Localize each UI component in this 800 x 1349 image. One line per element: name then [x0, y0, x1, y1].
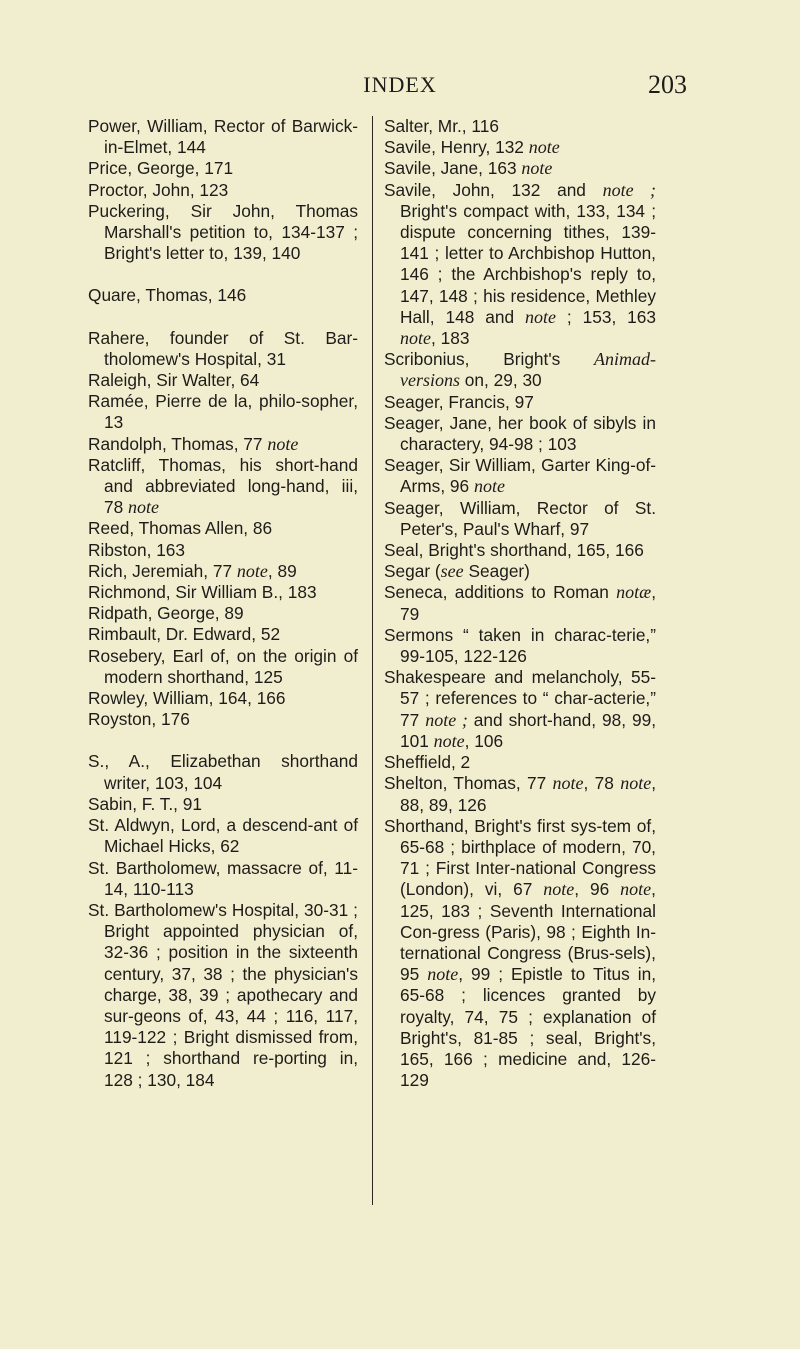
index-entry-text: St. Bartholomew, massacre of, 11-14, 110-113 — [88, 857, 358, 899]
index-entry-text: Rosebery, Earl of, on the origin of modern shorthand, 125 — [88, 645, 358, 687]
index-entry-text: , 79 — [400, 582, 656, 624]
index-entry — [384, 116, 656, 137]
index-entry-italic: note — [620, 773, 652, 794]
index-entry — [88, 688, 358, 709]
index-entry-text: Royston, 176 — [88, 709, 190, 730]
index-entry — [384, 773, 656, 815]
index-entry-text: St. Bartholomew's Hospital, 30-31 ; Bright appointed physician of, 32-36 ; position in the sixteenth century, 37, 38 ; the physician's charge, 38, 39 ; apothecary and sur-geons of, 43, 44 ; 116, 117, 119-122 ; Bright dismissed from, 121 ; shorthand re-porting in, 128 ; 130, 184 — [88, 899, 358, 1090]
page-title: INDEX — [363, 72, 437, 97]
index-entry-text: Raleigh, Sir Walter, 64 — [88, 370, 260, 391]
index-entry — [88, 116, 358, 158]
index-entry-text: Seager, William, Rector of St. Peter's, Paul's Wharf, 97 — [384, 497, 656, 539]
index-entry-italic: note — [236, 560, 268, 581]
index-entry-text: Shorthand, Bright's first sys-tem of, 65-68 ; birthplace of modern, 70, 71 ; First Inter-national Congress (London), vi, 67 — [384, 815, 656, 900]
page-header — [0, 66, 800, 106]
index-entry-italic: notæ — [616, 582, 652, 603]
index-entry-text: Proctor, John, 123 — [88, 179, 229, 200]
index-entry — [88, 646, 358, 688]
index-entry-text: , 183 — [431, 328, 470, 349]
index-entry — [384, 667, 656, 752]
index-entry-text: Seager, Francis, 97 — [384, 391, 534, 412]
index-entry-text: , 78 — [583, 773, 621, 794]
index-entry — [88, 158, 358, 179]
index-entry-text: Ribston, 163 — [88, 539, 186, 560]
index-entry-text: Seal, Bright's shorthand, 165, 166 — [384, 540, 644, 561]
index-entry-text: Ratcliff, Thomas, his short-hand and abbreviated long-hand, iii, 78 — [88, 454, 358, 518]
index-entry — [88, 285, 358, 306]
index-entry-text: Randolph, Thomas, 77 — [88, 433, 268, 454]
index-entry — [384, 349, 656, 391]
index-entry-italic: see — [440, 561, 464, 582]
index-entry-text: Sabin, F. T., 91 — [88, 793, 202, 814]
index-entry-text: Savile, John, 132 and — [384, 179, 603, 200]
index-entry-italic: note — [427, 964, 459, 985]
index-entry-text: Bright's compact with, 133, 134 ; dispute concerning tithes, 139-141 ; letter to Archbishop Hutton, 146 ; the Archbishop's reply to, 147, 148 ; his residence, Methley Hall, 148 and — [400, 200, 656, 327]
index-entry-text: Ramée, Pierre de la, philo-sopher, 13 — [88, 391, 358, 433]
index-entry-text: Price, George, 171 — [88, 158, 234, 179]
index-entry-text: Power, William, Rector of Barwick-in-Elmet, 144 — [88, 116, 358, 158]
index-entry — [88, 180, 358, 201]
index-column-left — [88, 116, 358, 1091]
index-entry-italic: note — [521, 158, 553, 179]
index-entry-italic: note — [433, 730, 465, 751]
index-entry-text: S., A., Elizabethan shorthand writer, 103, 104 — [88, 751, 358, 793]
index-entry — [88, 794, 358, 815]
index-entry — [88, 561, 358, 582]
index-entry-text: , 96 — [574, 879, 621, 900]
index-entry — [88, 624, 358, 645]
index-entry-italic: note — [552, 773, 584, 794]
index-entry — [384, 561, 656, 582]
index-entry-text: Rowley, William, 164, 166 — [88, 688, 286, 709]
index-entry — [384, 625, 656, 667]
index-entry-text: Richmond, Sir William B., 183 — [88, 582, 317, 603]
index-entry-italic: note ; — [602, 179, 657, 200]
index-entry-text: , 125, 183 ; Seventh International Con-gress (Paris), 98 ; Eighth In-ternational Congress (Brus-sels), 95 — [400, 879, 656, 985]
index-entry-text: Scribonius, Bright's — [384, 349, 594, 370]
index-entry — [384, 413, 656, 455]
index-entry — [88, 603, 358, 624]
index-entry — [384, 582, 656, 624]
index-entry-text: Shelton, Thomas, 77 — [384, 773, 553, 794]
page-number: 203 — [648, 70, 687, 99]
index-entry-text: Savile, Henry, 132 — [384, 137, 529, 158]
index-entry-text: , 106 — [464, 730, 504, 751]
index-entry — [384, 540, 656, 561]
index-entry — [88, 455, 358, 519]
index-entry-text: Shakespeare and melancholy, 55-57 ; references to “ char-acterie,” 77 — [384, 667, 656, 730]
index-entry-text: Sheffield, 2 — [384, 752, 471, 773]
index-entry-text: , 89 — [267, 560, 297, 581]
index-entry-italic: note — [400, 328, 431, 349]
index-entry — [384, 180, 656, 350]
index-entry-text: , 99 ; Epistle to Titus in, 65-68 ; licences granted by royalty, 74, 75 ; explanation of Bright's, 81-85 ; seal, Bright's, 165, 166 ; medicine and, 126-129 — [400, 964, 656, 1091]
index-entry-text: Quare, Thomas, 146 — [88, 285, 247, 306]
index-column-right — [384, 116, 656, 1091]
index-entry-italic: note — [473, 476, 505, 497]
index-entry — [88, 751, 358, 793]
index-entry — [384, 752, 656, 773]
index-entry — [384, 392, 656, 413]
index-entry-text: Seager) — [463, 561, 530, 582]
index-entry-italic: note — [620, 879, 652, 900]
index-entry-text: Segar ( — [384, 561, 441, 582]
index-entry-italic: note ; — [425, 709, 468, 730]
index-entry — [88, 391, 358, 433]
index-entry-text: Puckering, Sir John, Thomas Marshall's petition to, 134-137 ; Bright's letter to, 139, 140 — [88, 200, 358, 264]
index-entry-text: Seager, Sir William, Garter King-of-Arms, 96 — [384, 455, 656, 497]
index-entry — [88, 328, 358, 370]
index-entry — [88, 858, 358, 900]
index-entry — [88, 582, 358, 603]
index-entry — [384, 137, 656, 158]
index-entry-text: , 88, 89, 126 — [400, 773, 656, 815]
index-entry — [384, 455, 656, 497]
index-entry-italic: note — [524, 306, 556, 327]
index-entry — [384, 816, 656, 1092]
index-entry-text: Seneca, additions to Roman — [384, 582, 617, 603]
index-entry-italic: note — [528, 137, 560, 158]
index-entry-italic: note — [543, 879, 575, 900]
index-entry — [384, 158, 656, 179]
index-entry — [88, 815, 358, 857]
index-entry-text: Ridpath, George, 89 — [88, 603, 244, 624]
index-entry-text: Reed, Thomas Allen, 86 — [88, 518, 273, 539]
index-entry-text: Rich, Jeremiah, 77 — [88, 560, 237, 581]
index-entry — [384, 498, 656, 540]
index-entry-text: Savile, Jane, 163 — [384, 158, 522, 179]
index-entry-italic: note — [267, 433, 299, 454]
index-entry — [88, 370, 358, 391]
index-entry-text: Sermons “ taken in charac-terie,” 99-105, 122-126 — [384, 624, 656, 667]
index-entry-italic: note — [128, 497, 160, 518]
index-entry-text: Rimbault, Dr. Edward, 52 — [88, 624, 281, 645]
index-entry — [88, 540, 358, 561]
index-entry — [88, 709, 358, 730]
index-entry-text: Rahere, founder of St. Bar-tholomew's Hospital, 31 — [88, 327, 358, 369]
index-entry-text: Salter, Mr., 116 — [384, 116, 499, 136]
column-divider — [372, 116, 373, 1205]
index-entry-text: on, 29, 30 — [460, 370, 542, 391]
index-entry — [88, 900, 358, 1091]
index-entry — [88, 518, 358, 539]
index-entry-text: Seager, Jane, her book of sibyls in charactery, 94-98 ; 103 — [384, 412, 656, 455]
index-entry-text: and short-hand, 98, 99, 101 — [400, 709, 656, 751]
index-entry-text: St. Aldwyn, Lord, a descend-ant of Michael Hicks, 62 — [88, 815, 358, 857]
index-entry-italic: Animad-versions — [400, 349, 656, 391]
index-entry-text: ; 153, 163 — [555, 306, 656, 327]
index-entry — [88, 201, 358, 265]
index-entry — [88, 434, 358, 455]
